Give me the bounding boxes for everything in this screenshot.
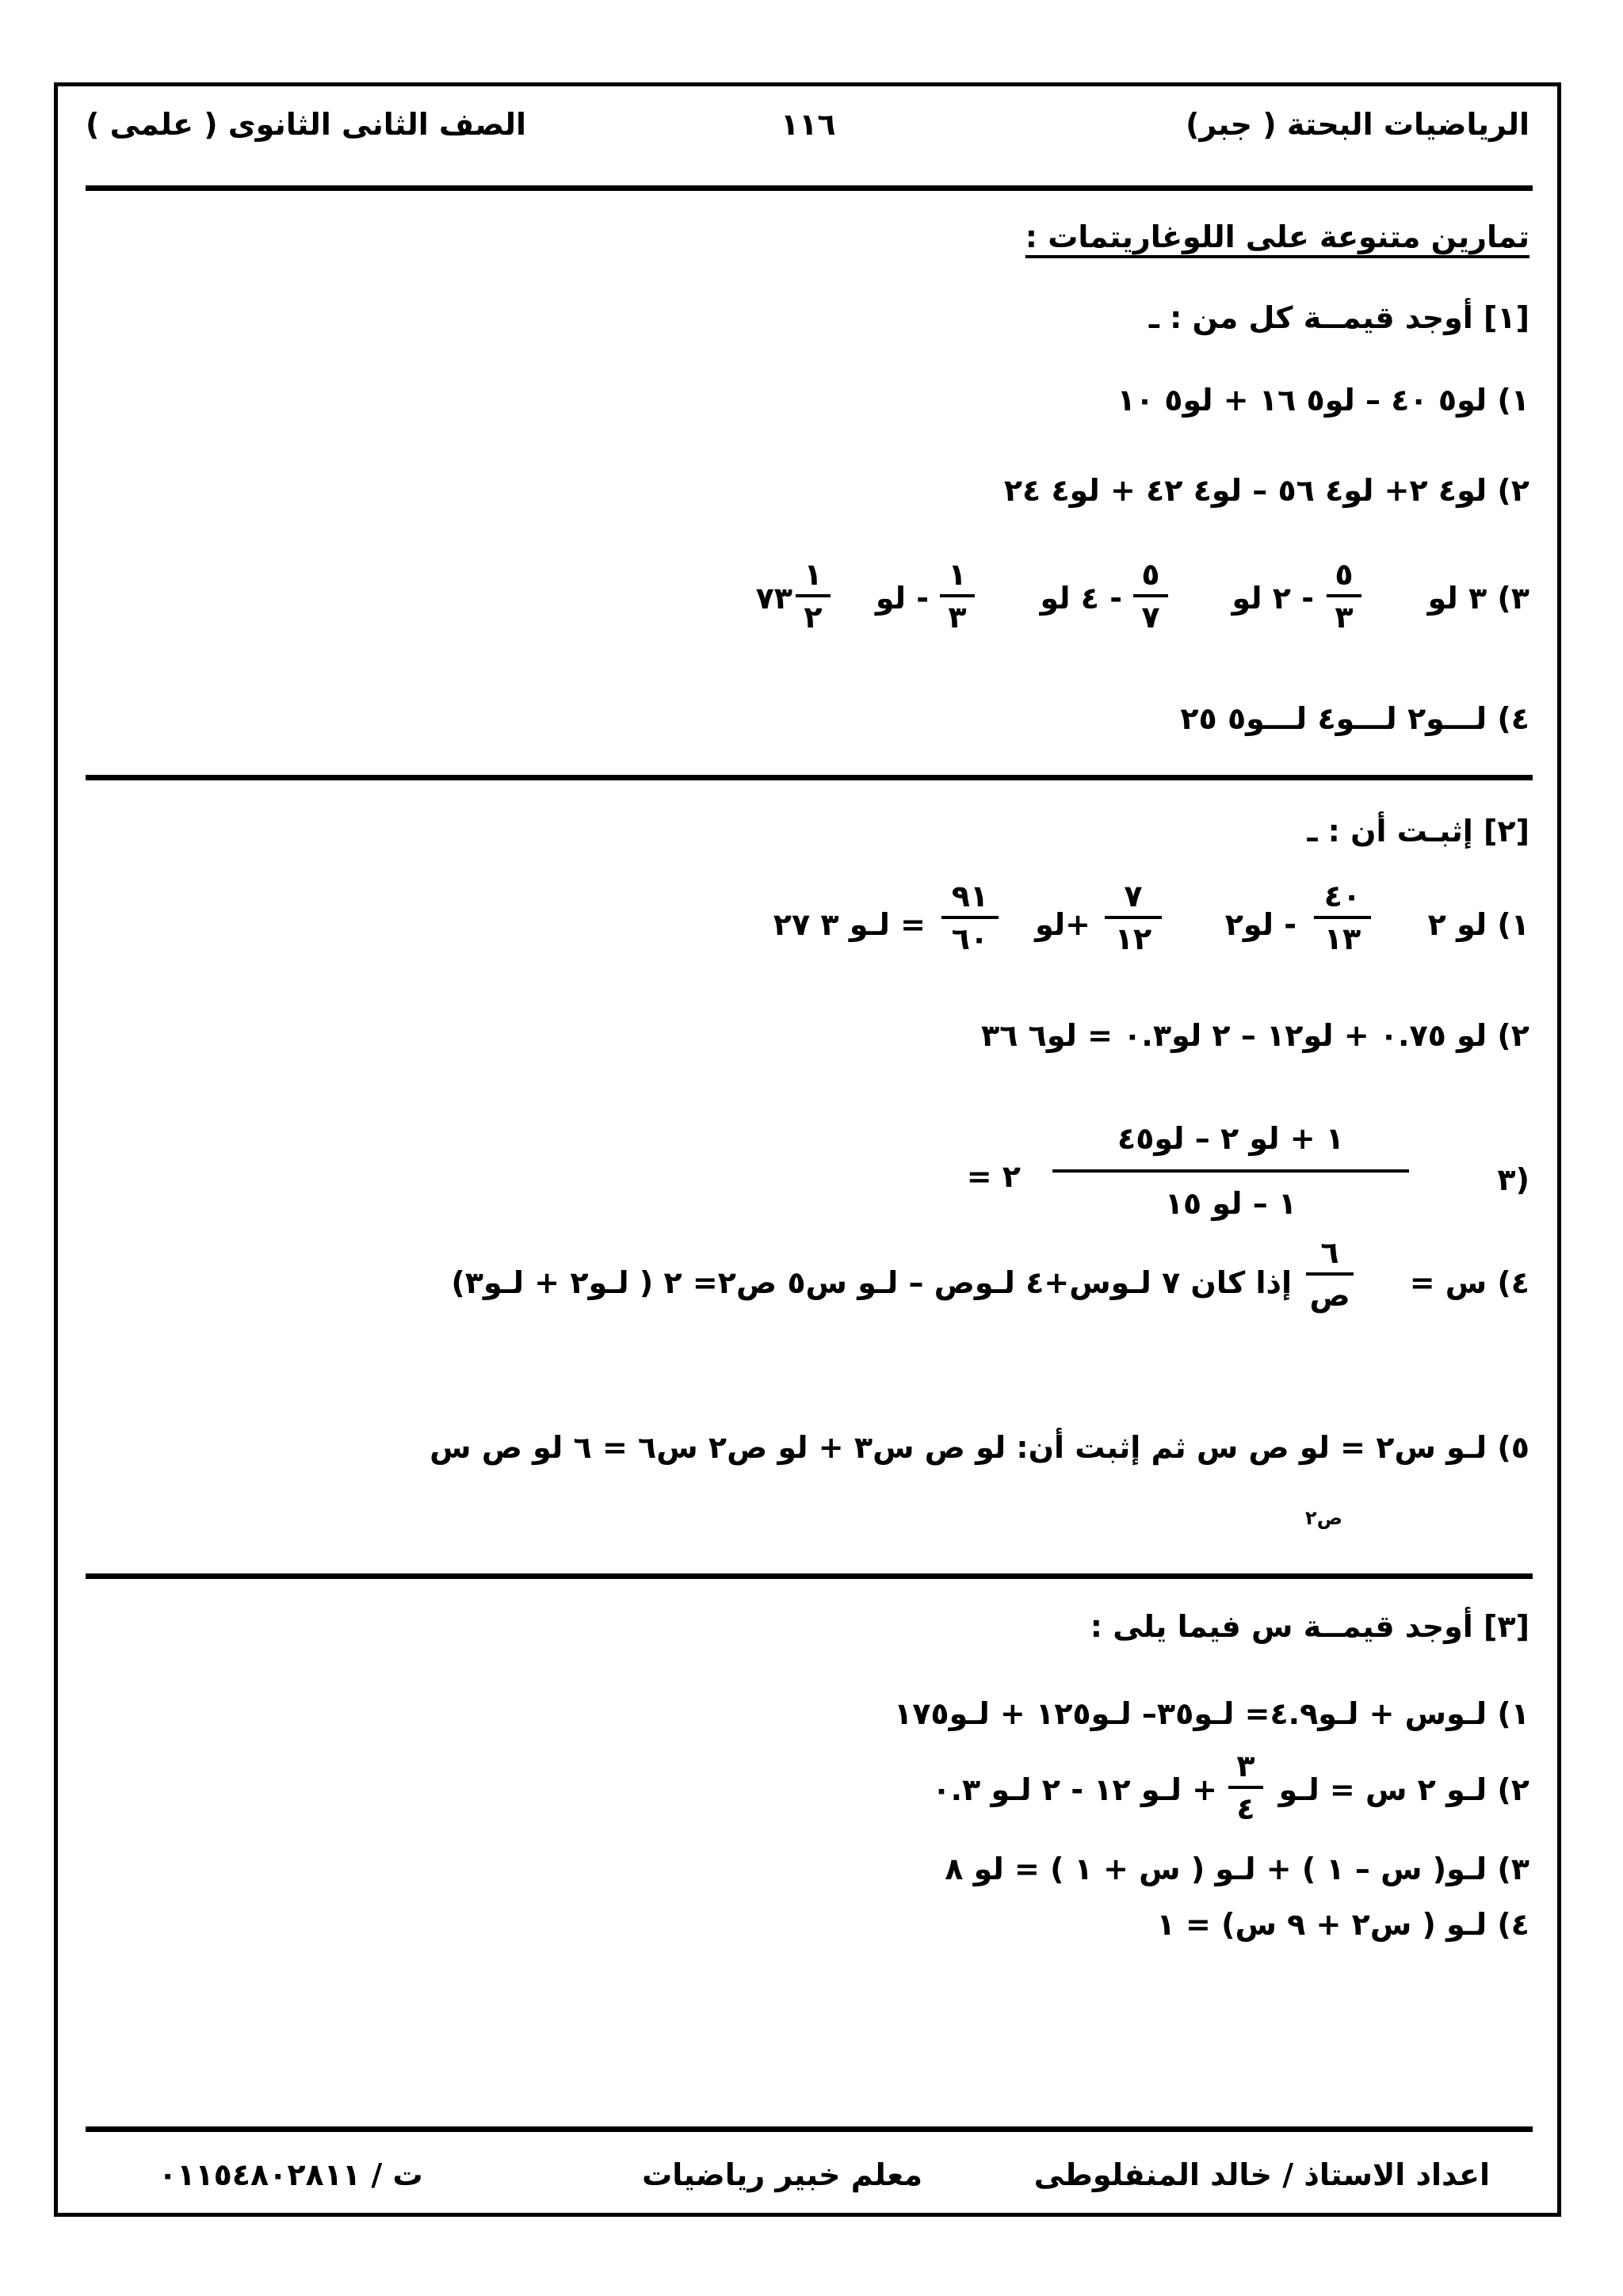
footer-author: اعداد الاستاذ / خالد المنفلوطى <box>1033 2157 1490 2192</box>
q2-divider <box>86 1573 1533 1579</box>
q1-item-4: ٤) لـــو٢ لـــو٤ لـــو٥ ٢٥ <box>1180 701 1529 736</box>
q1-item-1: ١) لو٥ ٤٠ – لو٥ ١٦ + لو٥ ١٠ <box>1117 383 1529 418</box>
q1-item-3-frac-3: ١ ٣ <box>940 559 975 632</box>
q1-item-3-frac-1: ٥ ٣ <box>1327 559 1361 632</box>
q1-item-3-frac-2: ٥ ٧ <box>1133 559 1168 632</box>
q1-divider <box>86 775 1533 780</box>
q3-item-3: ٣) لـو( س – ١ ) + لـو ( س + ١ ) = لو ٨ <box>945 1852 1529 1886</box>
q2-item-1-part-1: - لو٢ <box>1224 907 1296 942</box>
q1-item-3-part-2: - ٤ لو <box>1040 581 1122 616</box>
q2-heading: [٢] إثبـت أن : ـ <box>1307 814 1529 849</box>
header-divider <box>86 185 1533 191</box>
q2-item-3-rhs: = ٢ <box>966 1159 1021 1194</box>
q1-heading: [١] أوجد قيمــة كل من : ـ <box>1148 300 1529 335</box>
q2-item-4-lead: ٤) س = <box>1409 1265 1529 1300</box>
q2-item-5: ٥) لـو س٢ = لو ص س ثم إثبت أن: لو ص س٣ + لو ص٢ س٦ = ٦ لو ص س <box>430 1430 1529 1465</box>
q2-item-1-part-2: +لو <box>1035 907 1090 942</box>
header-grade: الصف الثانى الثانوى ( علمى ) <box>86 107 527 142</box>
footer-role: معلم خبير رياضيات <box>642 2157 922 2192</box>
q1-item-3-frac-4: ١ ٢ <box>796 559 831 632</box>
q2-item-1-part-3: = لـو ٣ ٢٧ <box>773 907 926 942</box>
q2-item-4-text: إذا كان ٧ لـوس+٤ لـوص – لـو س٥ ص٢= ٢ ( لـو٢ + لـو٣) <box>451 1265 1292 1300</box>
footer-phone: ت / ٠١١٥٤٨٠٢٨١١ <box>158 2157 423 2192</box>
q2-item-1-frac-3: ٩١ ٦٠ <box>941 881 999 954</box>
q2-item-1-lead: ١) لو ٢ <box>1427 907 1529 942</box>
q2-item-1-frac-1: ٤٠ ١٣ <box>1314 881 1371 954</box>
header-subject: الرياضيات البحتة ( جبر) <box>1186 107 1529 142</box>
q2-item-3-lead: ٣) <box>1497 1162 1529 1197</box>
q1-item-3-part-3: - لو <box>875 581 929 616</box>
page-number: ١١٦ <box>781 107 836 142</box>
q2-item-2: ٢) لو ٠.٧٥ + لو١٢ – ٢ لو٠.٣ = لو٦ ٣٦ <box>981 1018 1529 1053</box>
section-title: تمارين متنوعة على اللوغاريتمات : <box>1025 219 1529 254</box>
q1-item-3-lead: ٣) ٣ لو <box>1427 581 1529 616</box>
q3-item-2-frac: ٣ ٤ <box>1228 1751 1263 1824</box>
q3-heading: [٣] أوجد قيمــة س فيما يلى : <box>1090 1609 1529 1644</box>
q3-item-2-rest: + لـو ١٢ - ٢ لـو ٠.٣ <box>932 1772 1217 1807</box>
q2-item-4-frac: ٦ ص <box>1306 1238 1354 1310</box>
q1-item-3-part-4: ٧٣ <box>755 581 792 616</box>
q2-item-3-fraction: ١ + لو ٢ – لو٤٥ ١ – لو ١٥ <box>1052 1123 1409 1219</box>
q1-item-2: ٢) لو٤ ٢+ لو٤ ٥٦ – لو٤ ٤٢ + لو٤ ٢٤ <box>1003 473 1529 508</box>
q1-item-3-part-1: - ٢ لو <box>1232 581 1314 616</box>
q3-item-2-lead: ٢) لـو ٢ س = لـو <box>1278 1772 1529 1807</box>
q2-item-1-frac-2: ٧ ١٢ <box>1105 881 1162 954</box>
footer-divider <box>86 2126 1533 2132</box>
q2-item-5-sub: ص٢ <box>1305 1507 1342 1529</box>
q3-item-4: ٤) لـو ( س٢ + ٩ س) = ١ <box>1156 1907 1529 1942</box>
q3-item-1: ١) لـوس + لـو٤.٩= لـو٣٥– لـو١٢٥ + لـو١٧٥ <box>894 1696 1529 1731</box>
